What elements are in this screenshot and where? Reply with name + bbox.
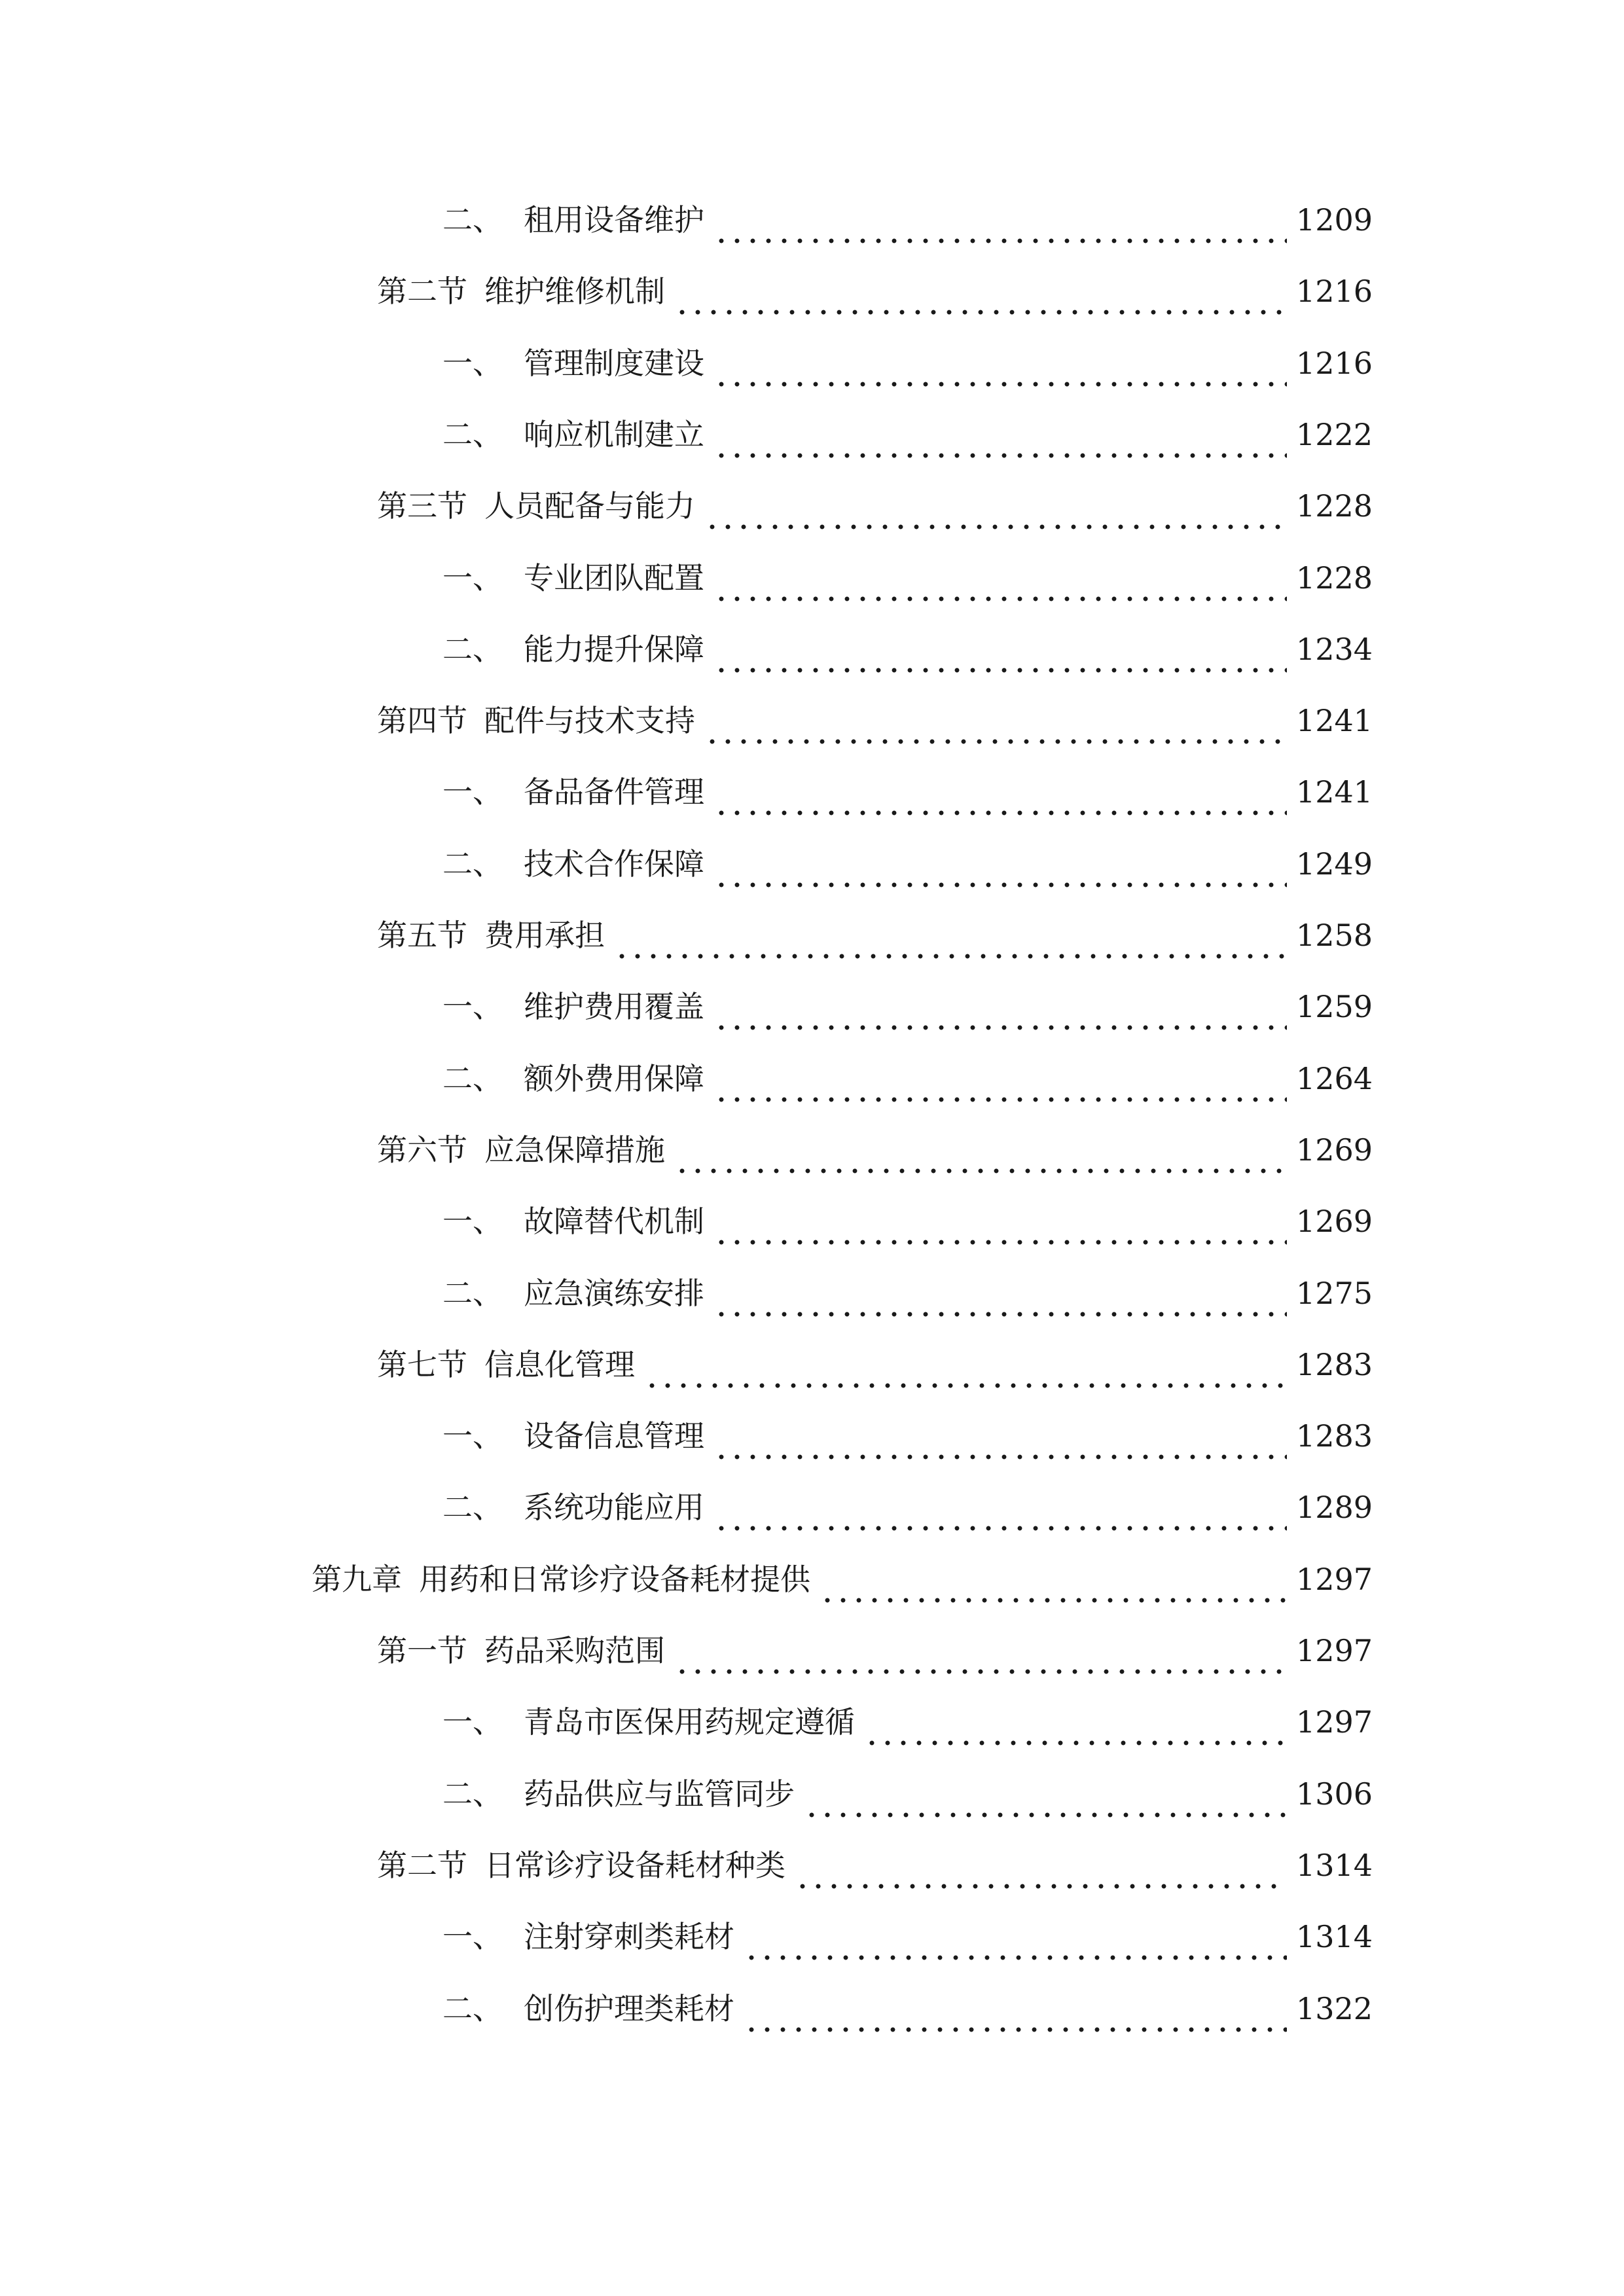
toc-entry-label [442, 552, 704, 604]
toc-entry[interactable] [442, 1410, 1373, 1462]
toc-entry-title: 维护费用覆盖 [524, 989, 704, 1024]
toc-entry-number: 第九章 [312, 1562, 402, 1597]
toc-entry[interactable] [442, 1768, 1373, 1820]
toc-entry-number: 第四节 [377, 703, 467, 738]
toc-entry-title: 人员配备与能力 [484, 488, 695, 524]
toc-entry-title: 信息化管理 [484, 1347, 635, 1382]
toc-entry[interactable] [442, 766, 1373, 818]
toc-entry-number: 二、 [442, 846, 503, 882]
toc-entry[interactable] [312, 1553, 1373, 1605]
toc-entry-label [377, 694, 695, 747]
toc-entry[interactable] [442, 1267, 1373, 1319]
toc-entry[interactable] [442, 194, 1373, 246]
toc-entry-title: 应急保障措施 [484, 1132, 665, 1168]
toc-dot-leader [704, 480, 1287, 532]
toc-page-number: 1306 [1295, 1776, 1373, 1812]
toc-page-number: 1209 [1295, 202, 1373, 238]
toc-dot-leader [744, 1910, 1287, 1963]
toc-dot-leader [704, 694, 1287, 747]
toc-entry[interactable] [377, 1624, 1373, 1677]
toc-entry-label [442, 337, 704, 389]
toc-dot-leader [795, 1839, 1287, 1892]
toc-entry-label [442, 1052, 704, 1105]
toc-dot-leader [713, 980, 1287, 1033]
toc-entry-number: 一、 [442, 1204, 503, 1239]
toc-entry-number: 二、 [442, 417, 503, 452]
toc-entry-label [442, 1195, 704, 1247]
toc-entry-number: 第七节 [377, 1347, 467, 1382]
toc-page-number: 1216 [1295, 274, 1373, 309]
toc-dot-leader [674, 1624, 1287, 1677]
toc-page-number: 1289 [1295, 1490, 1373, 1525]
toc-page-number: 1269 [1295, 1132, 1373, 1168]
toc-page-number: 1216 [1295, 346, 1373, 381]
toc-page-number: 1222 [1295, 417, 1373, 452]
toc-entry[interactable] [442, 552, 1373, 604]
toc-entry-title: 配件与技术支持 [484, 703, 695, 738]
toc-entry-number: 一、 [442, 989, 503, 1024]
toc-page-number: 1283 [1295, 1347, 1373, 1382]
toc-dot-leader [713, 408, 1287, 461]
toc-entry[interactable] [442, 337, 1373, 389]
toc-entry-title: 故障替代机制 [524, 1204, 704, 1239]
toc-entry-label [442, 408, 704, 461]
toc-entry-title: 系统功能应用 [524, 1490, 704, 1525]
toc-entry[interactable] [442, 838, 1373, 890]
toc-entry[interactable] [377, 1124, 1373, 1176]
toc-entry-title: 费用承担 [484, 918, 605, 953]
toc-entry-label [442, 838, 704, 890]
toc-entry-number: 二、 [442, 1061, 503, 1096]
toc-entry-label [377, 265, 665, 317]
toc-entry-label [442, 623, 704, 675]
toc-entry-label [442, 1696, 855, 1748]
toc-entry[interactable] [442, 1481, 1373, 1534]
toc-entry-title: 响应机制建立 [524, 417, 704, 452]
toc-dot-leader [713, 1481, 1287, 1534]
toc-entry-title: 用药和日常诊疗设备耗材提供 [419, 1562, 810, 1597]
toc-entry[interactable] [442, 408, 1373, 461]
toc-page-number: 1297 [1295, 1633, 1373, 1668]
toc-entry[interactable] [377, 909, 1373, 961]
toc-entry-number: 一、 [442, 346, 503, 381]
toc-page-number: 1258 [1295, 918, 1373, 953]
toc-entry-label [442, 1267, 704, 1319]
toc-entry-number: 一、 [442, 1418, 503, 1454]
toc-dot-leader [644, 1338, 1287, 1391]
toc-dot-leader [713, 1410, 1287, 1462]
toc-entry[interactable] [377, 480, 1373, 532]
toc-entry-number: 二、 [442, 202, 503, 238]
toc-page-number: 1241 [1295, 774, 1373, 810]
toc-entry-label [442, 194, 704, 246]
toc-entry-number: 一、 [442, 774, 503, 810]
toc-entry-number: 二、 [442, 632, 503, 667]
toc-entry-title: 备品备件管理 [524, 774, 704, 810]
toc-entry-number: 第三节 [377, 488, 467, 524]
toc-dot-leader [820, 1553, 1287, 1605]
toc-dot-leader [804, 1768, 1287, 1820]
toc-entry-label [377, 1338, 635, 1391]
toc-entry-number: 第六节 [377, 1132, 467, 1168]
toc-entry-label [377, 480, 695, 532]
toc-entry[interactable] [442, 1052, 1373, 1105]
toc-entry-number: 二、 [442, 1490, 503, 1525]
toc-entry-number: 二、 [442, 1991, 503, 2026]
toc-entry-title: 技术合作保障 [524, 846, 704, 882]
toc-entry-title: 维护维修机制 [484, 274, 665, 309]
toc-entry-title: 药品供应与监管同步 [524, 1776, 795, 1812]
toc-dot-leader [713, 552, 1287, 604]
toc-entry-number: 第二节 [377, 274, 467, 309]
toc-page-number: 1322 [1295, 1991, 1373, 2026]
toc-page-number: 1314 [1295, 1848, 1373, 1883]
toc-entry-label [442, 1982, 734, 2035]
toc-entry-title: 租用设备维护 [524, 202, 704, 238]
toc-entry[interactable] [442, 980, 1373, 1033]
toc-entry-label [377, 1839, 785, 1892]
toc-entry-number: 第五节 [377, 918, 467, 953]
toc-page-number: 1269 [1295, 1204, 1373, 1239]
toc-entry-number: 一、 [442, 1704, 503, 1740]
toc-page-number: 1234 [1295, 632, 1373, 667]
toc-entry-title: 能力提升保障 [524, 632, 704, 667]
toc-entry-title: 日常诊疗设备耗材种类 [484, 1848, 785, 1883]
toc-entry[interactable] [377, 1338, 1373, 1391]
toc-entry-title: 设备信息管理 [524, 1418, 704, 1454]
toc-entry-label [377, 1624, 665, 1677]
toc-entry-title: 药品采购范围 [484, 1633, 665, 1668]
toc-entry-label [442, 1768, 795, 1820]
toc-dot-leader [713, 766, 1287, 818]
toc-entry[interactable] [442, 1195, 1373, 1247]
toc-page-number: 1283 [1295, 1418, 1373, 1454]
toc-entry-label [377, 1124, 665, 1176]
toc-dot-leader [713, 1052, 1287, 1105]
toc-dot-leader [713, 623, 1287, 675]
toc-dot-leader [713, 194, 1287, 246]
toc-dot-leader [713, 1195, 1287, 1247]
toc-dot-leader [614, 909, 1287, 961]
toc-page-number: 1228 [1295, 560, 1373, 596]
toc-entry-number: 二、 [442, 1276, 503, 1311]
toc-entry-label [442, 980, 704, 1033]
toc-entry-number: 一、 [442, 1919, 503, 1954]
toc-entry[interactable] [442, 623, 1373, 675]
toc-entry[interactable] [442, 1696, 1373, 1748]
toc-entry-title: 额外费用保障 [524, 1061, 704, 1096]
toc-entry-label [442, 766, 704, 818]
toc-dot-leader [674, 265, 1287, 317]
toc-entry-number: 一、 [442, 560, 503, 596]
toc-page-number: 1297 [1295, 1704, 1373, 1740]
toc-entry-title: 青岛市医保用药规定遵循 [524, 1704, 855, 1740]
toc-page-number: 1297 [1295, 1562, 1373, 1597]
toc-entry-title: 管理制度建设 [524, 346, 704, 381]
toc-entry-label [442, 1910, 734, 1963]
toc-dot-leader [713, 337, 1287, 389]
toc-entry-label [442, 1410, 704, 1462]
toc-entry-label [312, 1553, 810, 1605]
toc-page-number: 1249 [1295, 846, 1373, 882]
toc-entry[interactable] [377, 265, 1373, 317]
toc-entry[interactable] [442, 1910, 1373, 1963]
toc-page-number: 1314 [1295, 1919, 1373, 1954]
toc-page-number: 1241 [1295, 703, 1373, 738]
toc-entry-title: 注射穿刺类耗材 [524, 1919, 734, 1954]
toc-page-number: 1264 [1295, 1061, 1373, 1096]
toc-page-number: 1275 [1295, 1276, 1373, 1311]
toc-entry-title: 应急演练安排 [524, 1276, 704, 1311]
toc-dot-leader [713, 838, 1287, 890]
toc-entry[interactable] [377, 694, 1373, 747]
toc-page-number: 1259 [1295, 989, 1373, 1024]
toc-entry-title: 创伤护理类耗材 [524, 1991, 734, 2026]
toc-dot-leader [674, 1124, 1287, 1176]
toc-page-number: 1228 [1295, 488, 1373, 524]
toc-dot-leader [744, 1982, 1287, 2035]
toc-entry[interactable] [442, 1982, 1373, 2035]
toc-entry-label [442, 1481, 704, 1534]
toc-dot-leader [713, 1267, 1287, 1319]
toc-entry-label [377, 909, 605, 961]
toc-dot-leader [864, 1696, 1287, 1748]
toc-entry-number: 二、 [442, 1776, 503, 1812]
toc-entry[interactable] [377, 1839, 1373, 1892]
toc-entry-number: 第一节 [377, 1633, 467, 1668]
toc-entry-title: 专业团队配置 [524, 560, 704, 596]
toc-entry-number: 第二节 [377, 1848, 467, 1883]
